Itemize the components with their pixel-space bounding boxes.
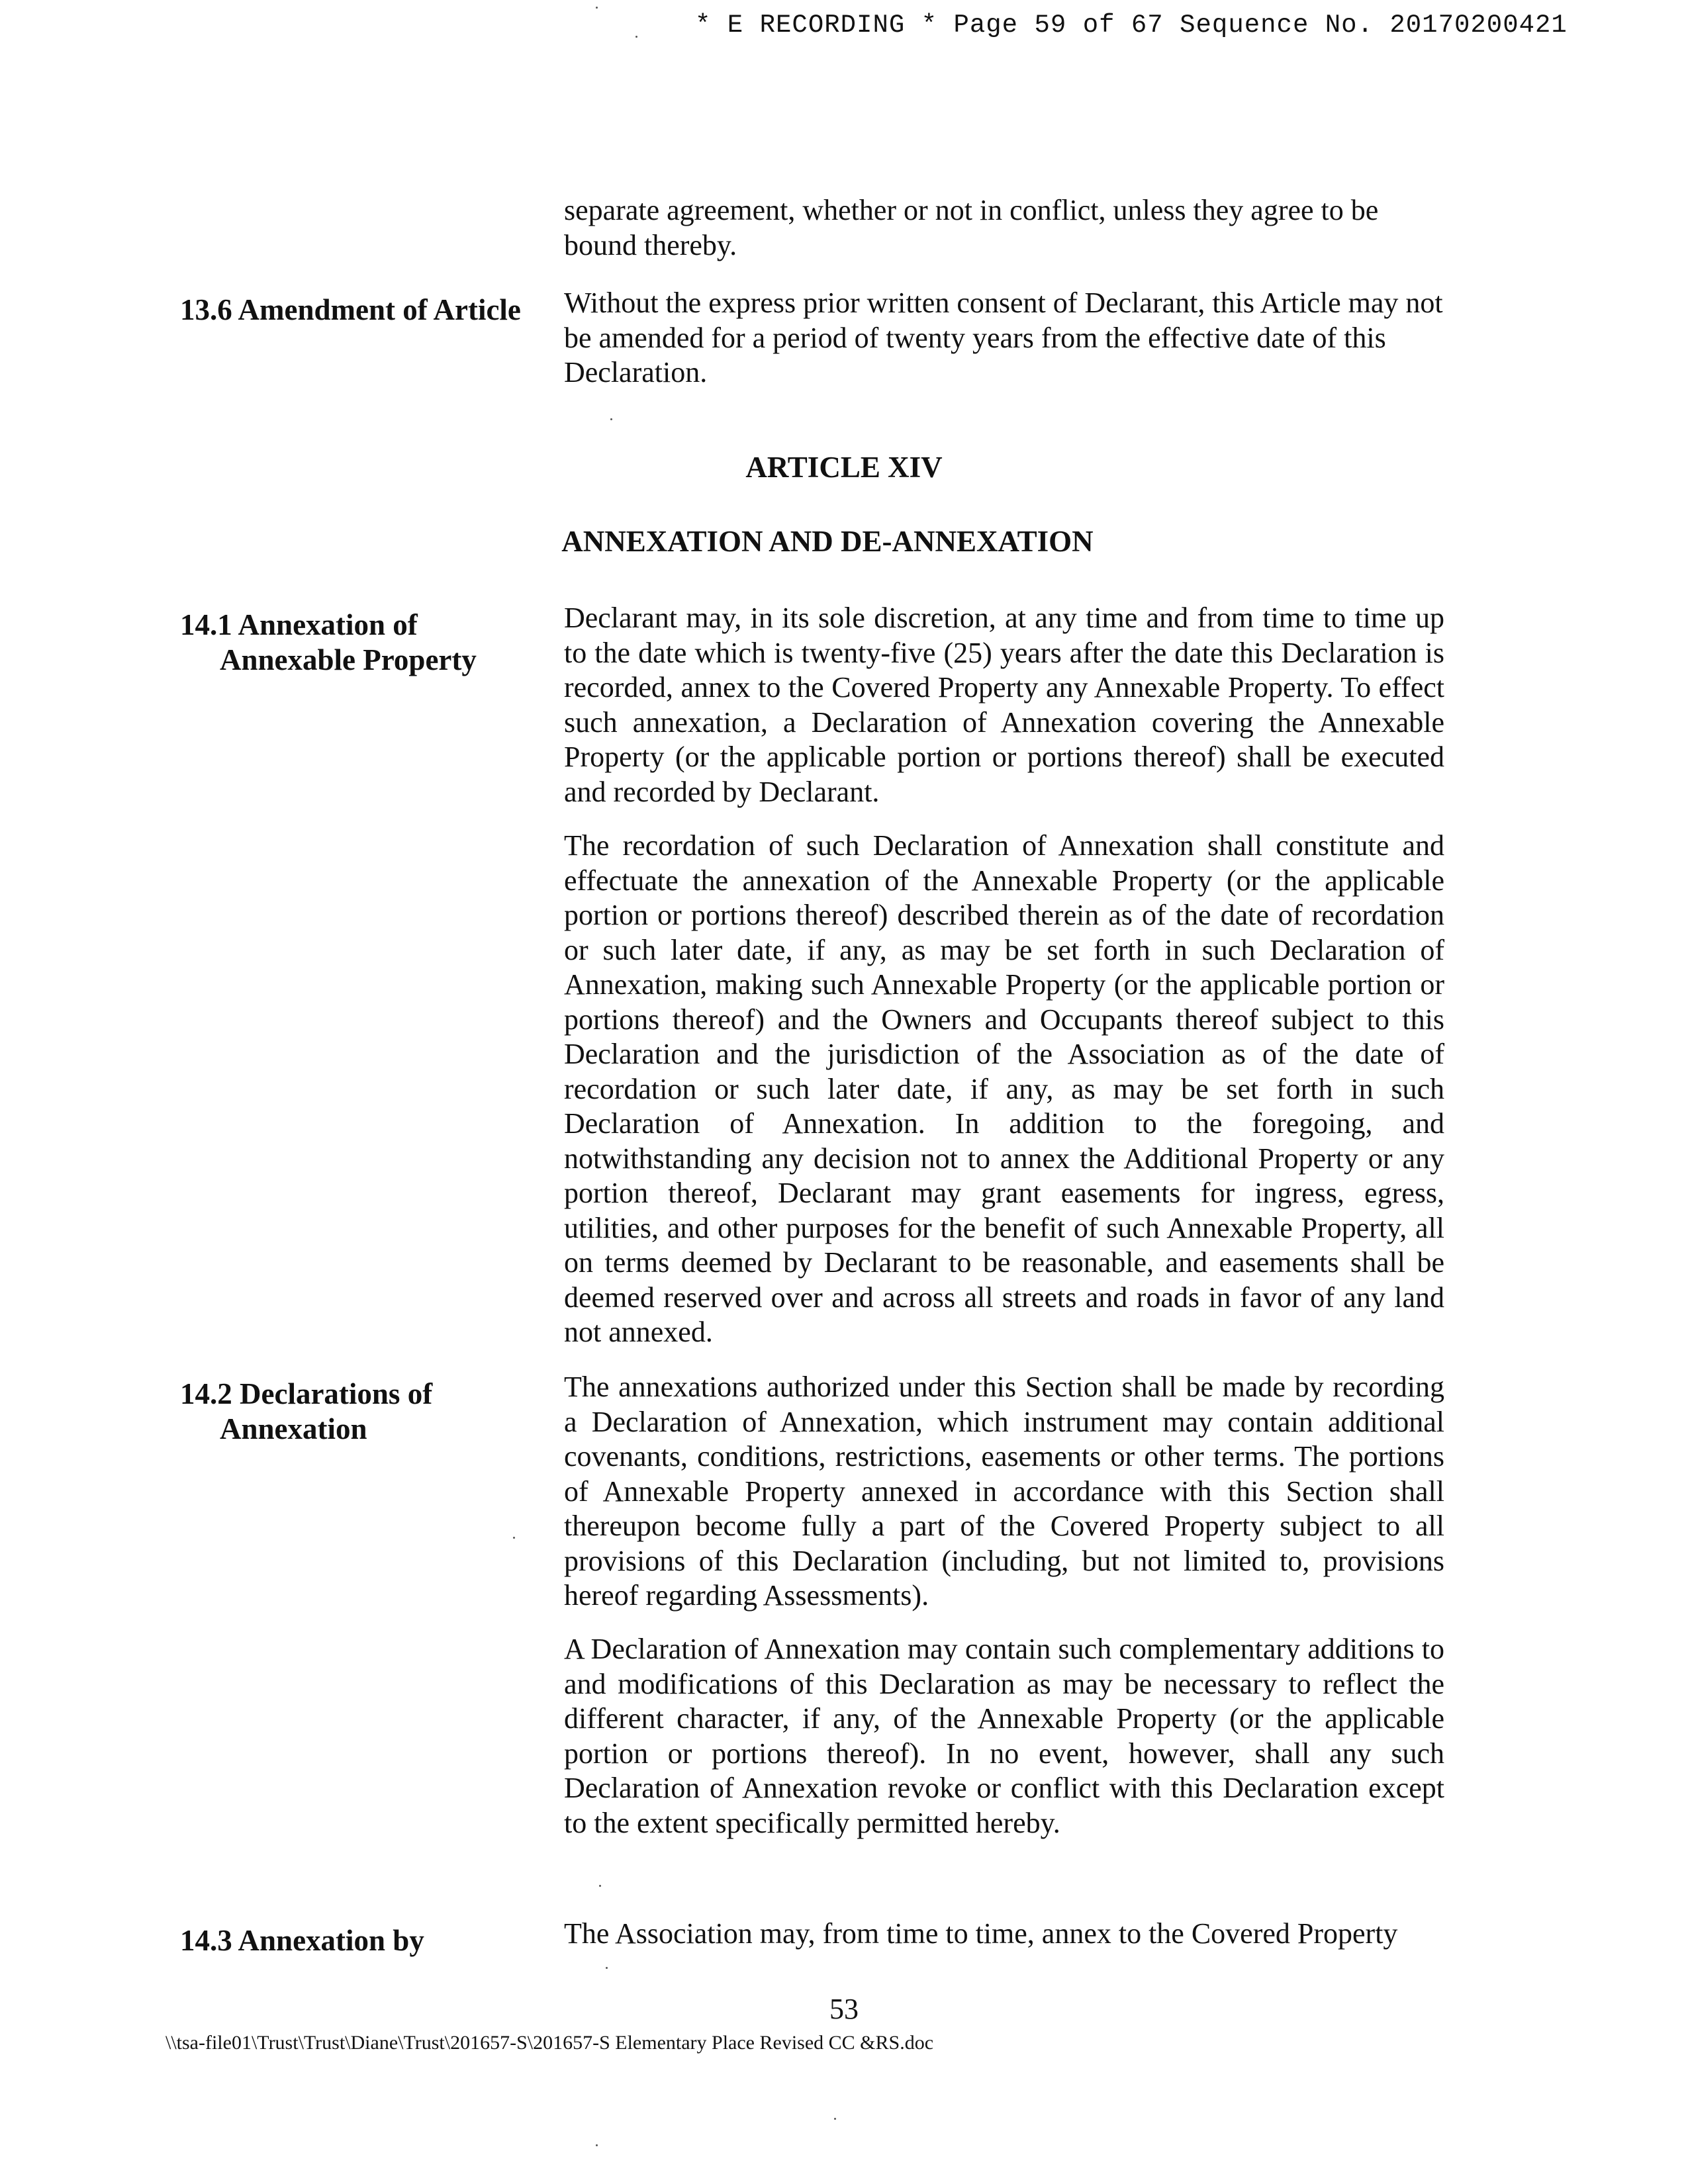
- file-path: \\tsa-file01\Trust\Trust\Diane\Trust\201657-S\201657-S Elementary Place Revised CC &RS.doc: [165, 2032, 934, 2054]
- article-title: ANNEXATION AND DE-ANNEXATION: [561, 525, 1094, 558]
- continuation-text: separate agreement, whether or not in conflict, unless they agree to be bound thereby.: [564, 194, 1379, 261]
- scan-speck: [834, 2118, 836, 2120]
- section-14-2-heading-line1: 14.2 Declarations of: [180, 1377, 433, 1410]
- section-14-2-paragraph-2: A Declaration of Annexation may contain such complementary additions to and modifications of this Declaration as may be necessary to reflect the different character, if any, of the Annexable Property (or the applicable portion or portions thereof). In no event, however, shall any such Declaration of Annexation revoke or conflict with this Declaration except to the extent specifically permitted hereby.: [564, 1633, 1444, 1839]
- section-14-1-paragraph-2: The recordation of such Declaration of Annexation shall constitute and effectuate the annexation of the Annexable Property (or the applicable portion or portions thereof) described therein as of the date of recordation or such later date, if any, as may be set forth in such Declaration of Annexation, making such Annexable Property (or the applicable portion or portions thereof) and the Owners and Occupants thereof subject to this Declaration and the jurisdiction of the Association as of the date of recordation or such later date, if any, as may be set forth in such Declaration of Annexation. In addition to the foregoing, and notwithstanding any decision not to annex the Additional Property or any portion thereof, Declarant may grant easements for ingress, egress, utilities, and other purposes for the benefit of such Annexable Property, all on terms deemed by Declarant to be reasonable, and easements shall be deemed reserved over and across all streets and roads in favor of any land not annexed.: [564, 829, 1444, 1348]
- section-14-1-heading-line1: 14.1 Annexation of: [180, 608, 418, 641]
- scan-speck: [513, 1537, 515, 1539]
- section-13-6-text: Without the express prior written consent of Declarant, this Article may not be amended for a period of twenty years from the effective date of this Declaration.: [564, 287, 1443, 388]
- article-number: ARTICLE XIV: [745, 451, 943, 484]
- scan-speck: [610, 418, 612, 420]
- section-14-1-heading-line2: Annexable Property: [220, 643, 477, 676]
- section-14-2-heading-line2: Annexation: [220, 1412, 367, 1445]
- section-14-1-paragraph-1: Declarant may, in its sole discretion, at any time and from time to time up to the date which is twenty-five (25) years after the date this Declaration is recorded, annex to the Covered Property any Annexable Property. To effect such annexation, a Declaration of Annexation covering the Annexable Property (or the applicable portion or portions thereof) shall be executed and recorded by Declarant.: [564, 602, 1444, 808]
- section-13-6-heading: 13.6 Amendment of Article: [180, 293, 521, 326]
- recording-header: * E RECORDING * Page 59 of 67 Sequence No. 20170200421: [695, 11, 1568, 40]
- section-14-2-heading: [180, 1377, 551, 1447]
- section-14-3-text: The Association may, from time to time, annex to the Covered Property: [564, 1917, 1398, 1950]
- scan-speck: [635, 36, 637, 38]
- section-14-1-heading: [180, 608, 551, 678]
- section-14-3-heading: 14.3 Annexation by: [180, 1924, 424, 1957]
- scan-speck: [606, 1967, 608, 1969]
- section-14-2-paragraph-1: The annexations authorized under this Section shall be made by recording a Declaration of Annexation, which instrument may contain additional covenants, conditions, restrictions, easements or other terms. The portions of Annexable Property annexed in accordance with this Section shall thereupon become fully a part of the Covered Property subject to all provisions of this Declaration (including, but not limited to, provisions hereof regarding Assessments).: [564, 1371, 1444, 1612]
- page-number: 53: [829, 1993, 859, 2025]
- scan-speck: [596, 7, 598, 9]
- scan-speck: [599, 1885, 601, 1887]
- scan-speck: [596, 2144, 598, 2146]
